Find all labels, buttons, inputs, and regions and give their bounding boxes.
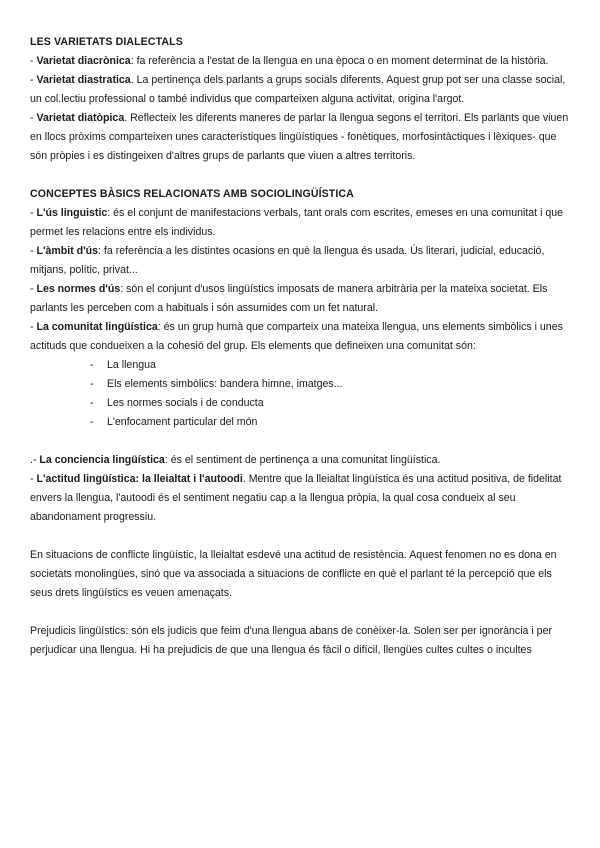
definition-text: . La pertinença dels parlants a grups socials diferents. Aquest grup pot ser una classe social, un col.lectiu professional o també individus que comparteixen alguna activitat, origina l'argot.: [30, 74, 566, 105]
item-prefix: .-: [30, 454, 40, 466]
dash-bullet: -: [90, 397, 94, 409]
list-item: [30, 356, 570, 375]
term-diastratica: Varietat diastratica: [36, 74, 131, 86]
definition-actitud-linguistica: [30, 470, 570, 527]
definition-text: : és el sentiment de pertinença a una comunitat lingüística.: [164, 454, 441, 466]
dash-bullet: -: [90, 378, 94, 390]
paragraph-prejudicis: Prejudicis lingüístics: són els judicis que feim d'una llengua abans de conèixer-la. Solen ser per ignorància i per perjudicar una llengua. Hi ha prejudicis de que una llengua és fàcil o difícil, llengües cultes cultes o incultes: [30, 625, 552, 656]
item-prefix: -: [30, 207, 37, 219]
term-comunitat-linguistica: La comunitat lingüística: [36, 321, 158, 333]
definition-text: . Reflecteix les diferents maneres de parlar la llengua segons el territori. Els parlants que viuen en llocs pròxims comparteixen unes característiques lingüístiques - fonètiques, morfosintàctiques i lèxiques- que són pròpies i es distingeixen d'altres grups de parlants que viuen a altres territoris.: [30, 112, 569, 162]
spacer: [30, 166, 570, 185]
list-item: [30, 394, 570, 413]
definition-us-linguistic: [30, 204, 570, 242]
definition-text: : és un grup humà que comparteix una mateixa llengua, uns elements simbòlics i unes actituds que condueixen a la cohesió del grup. Els elements que defineixen una comunitat són:: [30, 321, 563, 352]
list-item-text: La llengua: [107, 359, 156, 371]
item-prefix: -: [30, 321, 37, 333]
section-heading-conceptes: CONCEPTES BÀSICS RELACIONATS AMB SOCIOLINGÜÍSTICA: [30, 188, 354, 200]
item-prefix: -: [30, 283, 37, 295]
comunitat-elements-list: [30, 356, 570, 432]
dash-bullet: -: [90, 416, 94, 428]
dash-bullet: -: [90, 359, 94, 371]
list-item: [30, 413, 570, 432]
definition-text: : fa referència a l'estat de la llengua en una època o en moment determinat de la història.: [130, 55, 549, 67]
item-prefix: -: [30, 55, 37, 67]
definition-conciencia-linguistica: [30, 451, 570, 470]
item-prefix: -: [30, 245, 37, 257]
list-item-text: Els elements simbòlics: bandera himne, imatges...: [107, 378, 343, 390]
spacer: [30, 527, 570, 546]
term-actitud-linguistica: L'actitud lingüística: la lleialtat i l'autoodi: [36, 473, 243, 485]
term-diacronica: Varietat diacrònica: [36, 55, 131, 67]
definition-normes-us: [30, 280, 570, 318]
definition-diacronica: [30, 52, 570, 71]
section-heading-varietats: LES VARIETATS DIALECTALS: [30, 36, 183, 48]
item-prefix: -: [30, 112, 37, 124]
definition-ambit-us: [30, 242, 570, 280]
definition-text: : és el conjunt de manifestacions verbals, tant orals com escrites, emeses en una comunitat i que permet les relacions entre els individus.: [30, 207, 564, 238]
term-conciencia-linguistica: La conciencia lingüística: [39, 454, 165, 466]
definition-diastratica: [30, 71, 570, 109]
list-item: [30, 375, 570, 394]
term-ambit-us: L'àmbit d'ús: [36, 245, 99, 257]
spacer: [30, 432, 570, 451]
definition-diatopica: [30, 109, 570, 166]
term-us-linguistic: L'ús linguistic: [36, 207, 108, 219]
list-item-text: Les normes socials i de conducta: [107, 397, 264, 409]
definition-text: : fa referència a les distintes ocasions en què la llengua és usada. Ús literari, judicial, educació, mitjans, polític, privat...: [30, 245, 545, 276]
term-normes-us: Les normes d'ús: [36, 283, 121, 295]
item-prefix: -: [30, 473, 37, 485]
paragraph-conflicte: En situacions de conflicte lingüístic, la lleialtat esdevé una actitud de resistència. Aquest fenomen no es dona en societats monolingües, sinó que va associada a situacions de conflicte en què el parlant té la percepció que els seus drets lingüístics es veuen amenaçats.: [30, 549, 557, 599]
list-item-text: L'enfocament particular del món: [107, 416, 258, 428]
term-diatopica: Varietat diatòpica: [36, 112, 125, 124]
definition-text: : són el conjunt d'usos lingüístics imposats de manera arbitrària per la mateixa societat. Els parlants les perceben com a habituals i són assumides com un fet natural.: [30, 283, 548, 314]
item-prefix: -: [30, 74, 37, 86]
definition-comunitat-linguistica: [30, 318, 570, 356]
spacer: [30, 603, 570, 622]
definition-text: . Mentre que la lleialtat lingüística és una actitud positiva, de fidelitat envers la llengua, l'autoodi és el sentiment negatiu cap a la llengua pròpia, la qual cosa condueix al seu abandonament progressiu.: [30, 473, 562, 523]
